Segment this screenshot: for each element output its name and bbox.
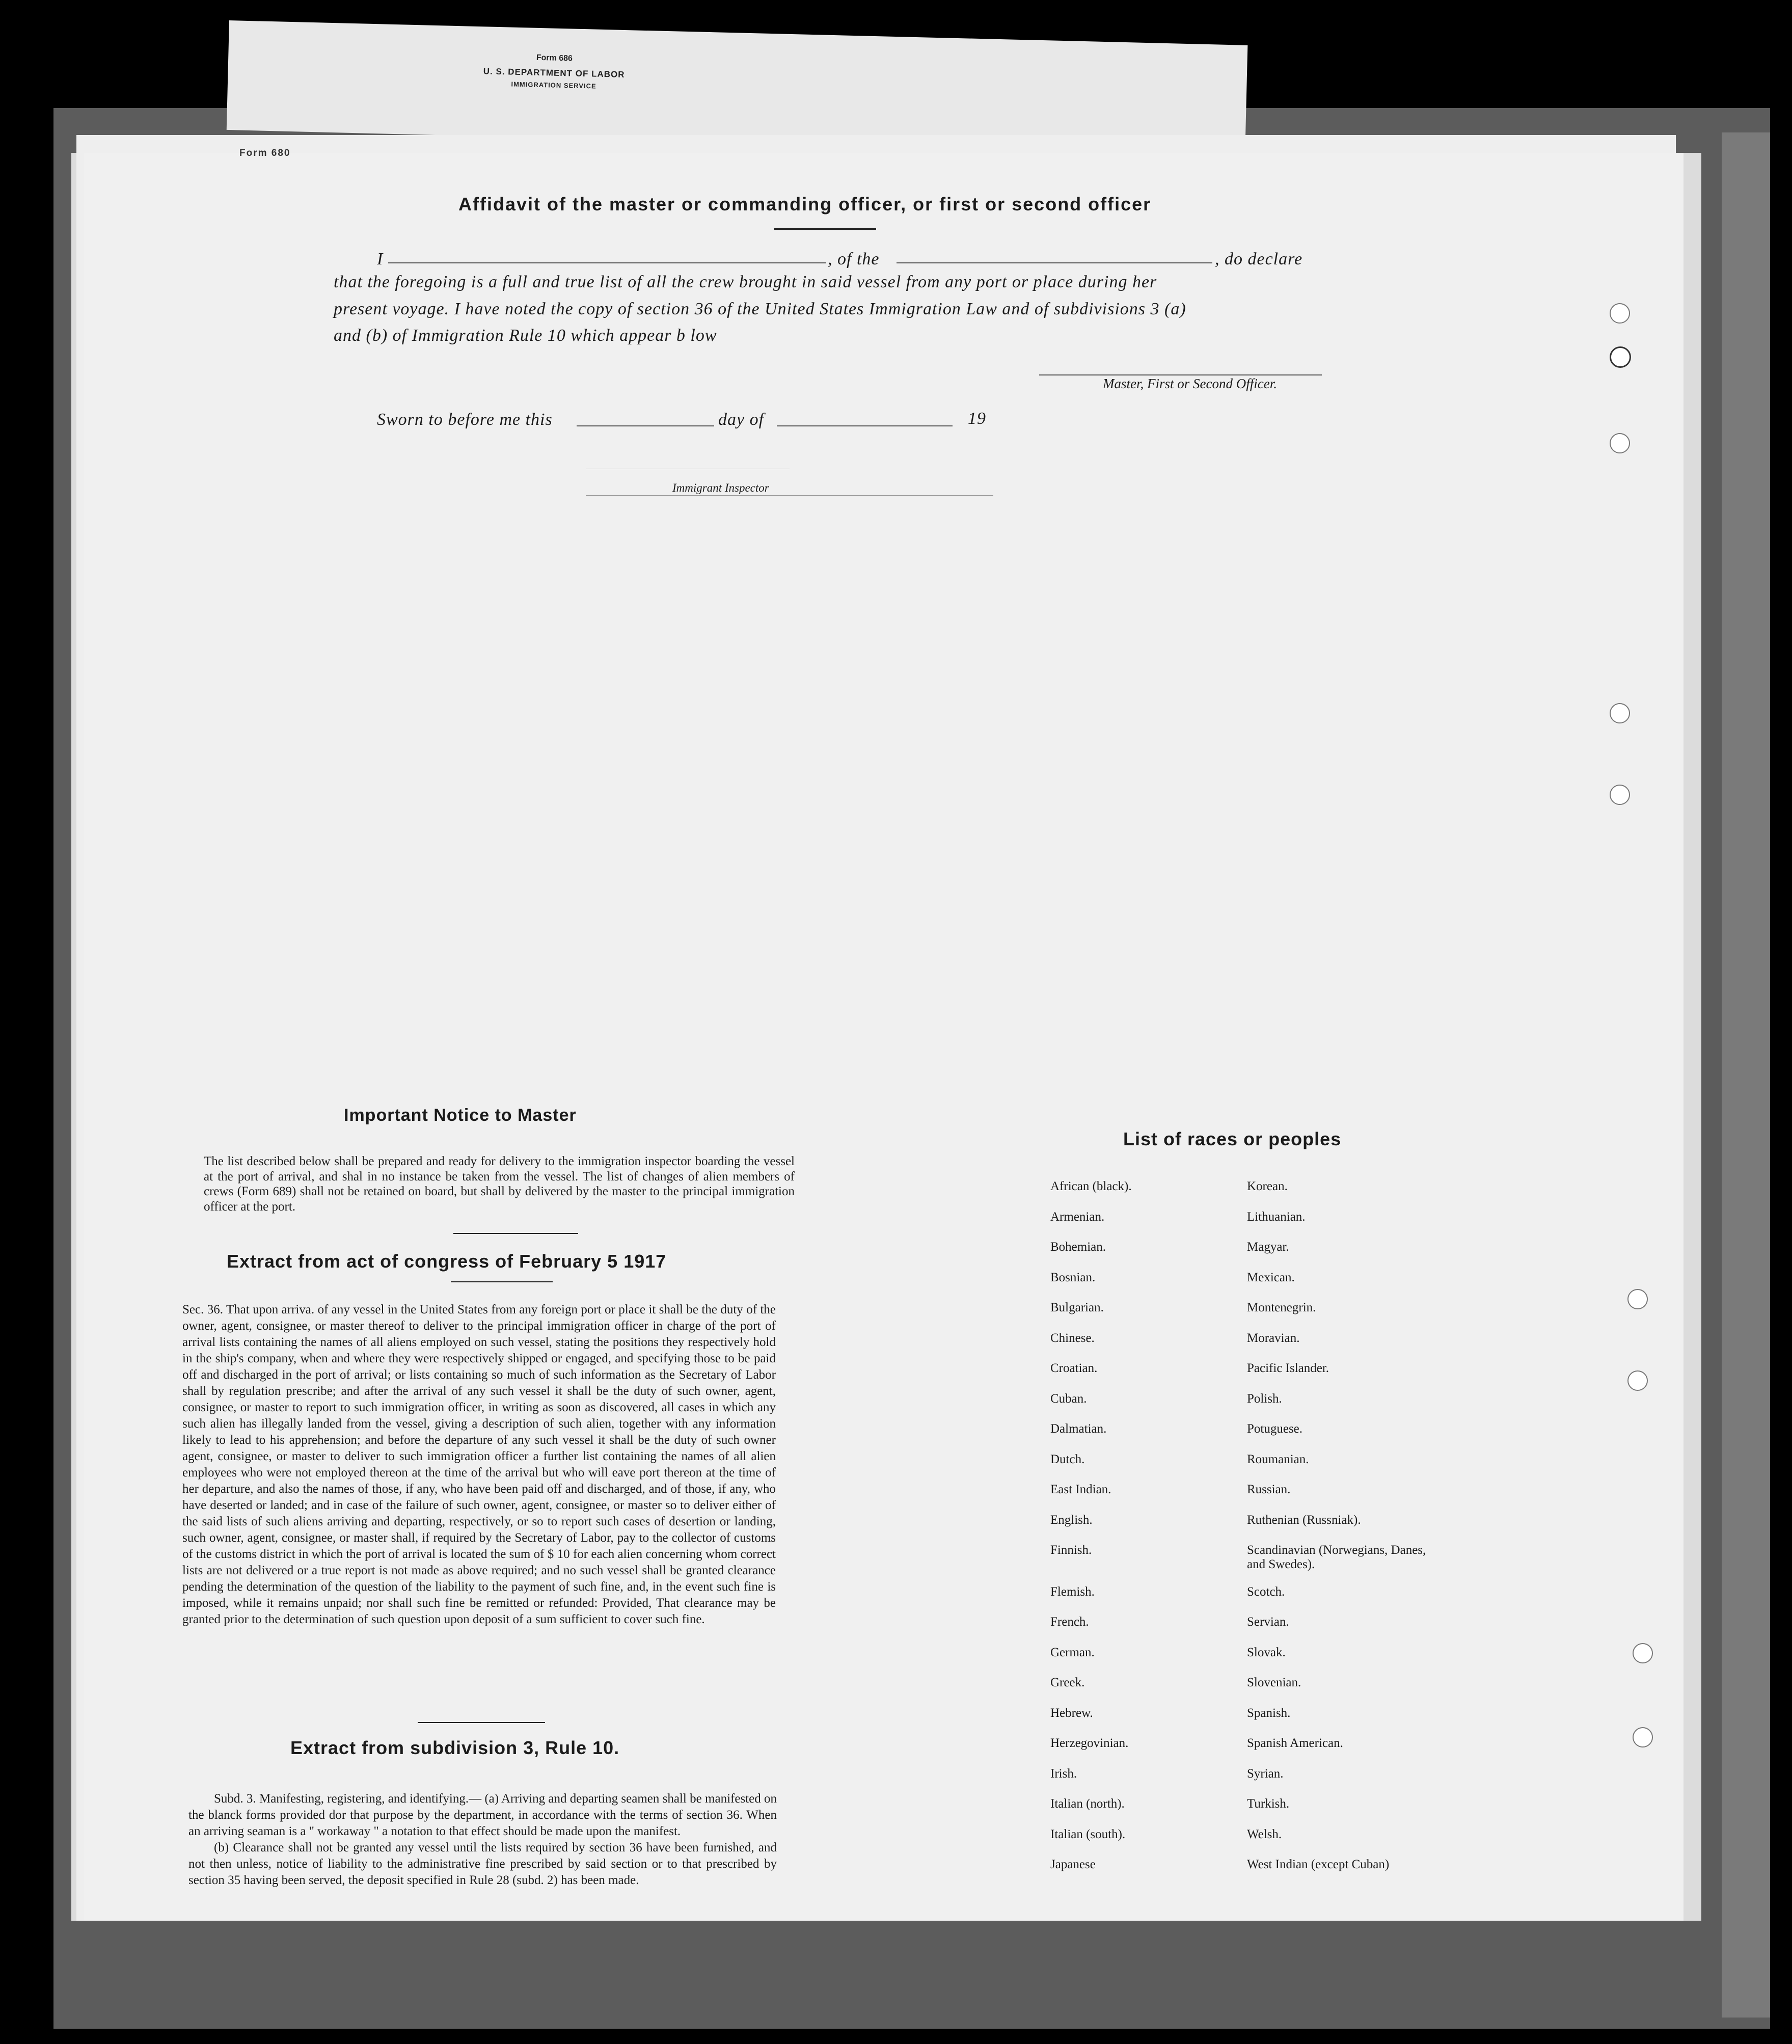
race-item: Turkish.	[1247, 1797, 1290, 1811]
race-item: Ruthenian (Russniak).	[1247, 1513, 1361, 1527]
race-item: Herzegovinian.	[1050, 1736, 1129, 1750]
year-label: 19	[968, 409, 986, 428]
race-item: Italian (south).	[1050, 1827, 1126, 1841]
binder-hole	[1610, 303, 1630, 324]
affidavit-declare: , do declare	[1215, 250, 1303, 268]
race-item: Hebrew.	[1050, 1706, 1093, 1720]
affidavit-line-2: that the foregoing is a full and true list of all the crew brought in said vessel from any port or place during her	[334, 273, 1157, 291]
slip-service: IMMIGRATION SERVICE	[511, 80, 596, 90]
affidavit-title: Affidavit of the master or commanding officer, or first or second officer	[458, 194, 1152, 214]
notice-rule	[453, 1233, 578, 1234]
extract-act-title: Extract from act of congress of February 5 1917	[227, 1251, 667, 1272]
slip-department: U. S. DEPARTMENT OF LABOR	[483, 66, 625, 80]
form-page	[84, 153, 1684, 1921]
race-item: Greek.	[1050, 1676, 1085, 1689]
race-item: Flemish.	[1050, 1584, 1095, 1599]
race-item: African (black).	[1050, 1179, 1132, 1193]
race-item: Japanese	[1050, 1858, 1096, 1871]
race-item: Italian (north).	[1050, 1797, 1125, 1811]
affidavit-line-4: and (b) of Immigration Rule 10 which appear b low	[334, 326, 717, 345]
race-item: Syrian.	[1247, 1766, 1284, 1781]
notice-title: Important Notice to Master	[344, 1106, 577, 1125]
race-item: Spanish.	[1247, 1706, 1291, 1720]
section-end-rule	[418, 1722, 545, 1723]
notice-body: The list described below shall be prepared and ready for delivery to the immigration inspector boarding the vessel at the port of arrival, and shal in no instance be taken from the vessel. The list of changes of alien members of crews (Form 689) shall not be retained on board, but shall by delivered by the master to the principal immigration officer at the port.	[204, 1154, 795, 1214]
affidavit-of-the: , of the	[828, 250, 880, 268]
race-item: Dalmatian.	[1050, 1422, 1107, 1436]
race-item: Finnish.	[1050, 1543, 1092, 1557]
race-item: Scotch.	[1247, 1584, 1285, 1599]
affidavit-line-3: present voyage. I have noted the copy of section 36 of the United States Immigration Law and of subdivisions 3 (a)	[334, 300, 1186, 318]
race-item: West Indian (except Cuban)	[1247, 1858, 1390, 1871]
race-item: German.	[1050, 1645, 1095, 1659]
race-item: Welsh.	[1247, 1827, 1282, 1841]
extract-rule-title: Extract from subdivision 3, Rule 10.	[290, 1737, 620, 1758]
subdivision-3-text	[188, 1791, 777, 1889]
binder-hole	[1610, 346, 1631, 368]
race-item: Slovenian.	[1247, 1676, 1301, 1689]
background-page-edge	[1722, 132, 1770, 2018]
race-item: Scandinavian (Norwegians, Danes, and Swedes).	[1247, 1543, 1426, 1571]
race-item: Dutch.	[1050, 1452, 1085, 1466]
race-item: Russian.	[1247, 1483, 1291, 1496]
binder-hole	[1610, 703, 1630, 723]
race-item: Moravian.	[1247, 1331, 1300, 1345]
binder-hole	[1610, 433, 1630, 453]
race-item: Magyar.	[1247, 1240, 1289, 1254]
race-item: Polish.	[1247, 1391, 1282, 1406]
race-item: French.	[1050, 1615, 1089, 1629]
name-blank	[388, 262, 826, 263]
month-blank	[777, 425, 953, 426]
form-number: Form 680	[239, 148, 291, 158]
subdivision-para-b: (b) Clearance shall not be granted any vessel until the lists required by section 36 have been furnished, and not then unless, notice of liability to the administrative fine prescribed by said section or to that prescribed by section 35 having been served, the deposit specified in Rule 28 (subd. 2) has been made.	[188, 1841, 777, 1887]
race-item: East Indian.	[1050, 1483, 1111, 1496]
title-rule	[774, 228, 876, 230]
binder-hole	[1633, 1727, 1653, 1747]
binder-hole	[1627, 1289, 1648, 1309]
race-item: Montenegrin.	[1247, 1301, 1316, 1314]
race-item: Spanish American.	[1247, 1736, 1343, 1750]
master-signature-line	[1039, 374, 1322, 375]
races-title: List of races or peoples	[1123, 1128, 1342, 1149]
day-of-label: day of	[718, 410, 765, 429]
inspector-signature-line	[586, 495, 993, 496]
race-item: Potuguese.	[1247, 1422, 1303, 1436]
race-item: Bohemian.	[1050, 1240, 1106, 1254]
race-item: Lithuanian.	[1247, 1209, 1306, 1224]
master-signature-label: Master, First or Second Officer.	[1103, 376, 1277, 391]
affidavit-i: I	[377, 250, 384, 268]
race-item: Slovak.	[1247, 1645, 1286, 1659]
sworn-label: Sworn to before me this	[377, 410, 553, 429]
race-item: Servian.	[1247, 1615, 1289, 1629]
section-36-text: Sec. 36. That upon arriva. of any vessel in the United States from any foreign port or place it shall be the duty of the owner, agent, consignee, or master thereof to deliver to the principal immigration officer in charge of the port of arrival lists containing the names of all aliens employed on such vessel, stating the positions they respectively hold in the ship's company, when and where they were respectively shipped or engaged, and specifying those to be paid off and discharged in the port of arrival; or lists containing so much of such information as the Secretary of Labor shall by regulation prescribe; and after the arrival of any such vessel it shall be the duty of such owner, agent, consignee, or master to report to such immigration officer, in writing as soon as discovered, all cases in which any such alien has illegally landed from the vessel, giving a description of such alien, together with any information likely to lead to his apprehension; and before the departure of any such vessel it shall be the duty of such owner agent, consignee, or master to deliver to such immigration officer a further list containing the names of all alien employees who were not employed thereon at the time of the arrival but who will eave port thereon at the time of her departure, and also the names of those, if any, who have been paid off and discharged, and of those, if any, who have deserted or landed; and in case of the failure of such owner, agent, consignee, or master so to deliver either of the said lists of such aliens arriving and departing, respectively, or so to report such cases of desertion or landing, such owner, agent, consignee, or master shall, if required by the Secretary of Labor, pay to the collector of customs of the customs district in which the port of arrival is located the sum of $ 10 for each alien concerning whom correct lists are not delivered or a true report is not made as above required; and no such vessel shall be granted clearance pending the determination of the question of the liability to the payment of such fine, and, in the event such fine is imposed, while it remains unpaid; nor shall such fine be remitted or refunded: Provided, That clearance may be granted prior to the determination of such question upon deposit of a sum sufficient to cover such fine.	[182, 1303, 776, 1626]
race-item: English.	[1050, 1513, 1093, 1527]
sworn-day-blank	[577, 425, 714, 426]
binder-hole	[1627, 1370, 1648, 1391]
race-item: Irish.	[1050, 1766, 1077, 1781]
race-item: Chinese.	[1050, 1331, 1095, 1345]
extract-act-rule	[451, 1281, 553, 1282]
race-item: Mexican.	[1247, 1270, 1295, 1284]
binder-hole	[1610, 785, 1630, 805]
race-item: Korean.	[1247, 1179, 1288, 1193]
race-item: Pacific Islander.	[1247, 1361, 1329, 1375]
race-item: Armenian.	[1050, 1209, 1105, 1224]
slip-form-number: Form 686	[536, 53, 573, 63]
race-item: Roumanian.	[1247, 1452, 1309, 1466]
vessel-blank	[897, 262, 1212, 263]
race-item: Bulgarian.	[1050, 1301, 1104, 1314]
inspector-label: Immigrant Inspector	[672, 481, 769, 494]
race-item: Cuban.	[1050, 1391, 1087, 1406]
race-item: Croatian.	[1050, 1361, 1098, 1375]
subdivision-para-a: Subd. 3. Manifesting, registering, and identifying.— (a) Arriving and departing seamen shall be manifested on the blanck forms provided dor that purpose by the department, in accordance with the terms of section 36. When an arriving seaman is a " workaway " a notation to that effect should be made upon the manifest.	[188, 1792, 777, 1838]
binder-hole	[1633, 1643, 1653, 1663]
race-item: Bosnian.	[1050, 1270, 1096, 1284]
